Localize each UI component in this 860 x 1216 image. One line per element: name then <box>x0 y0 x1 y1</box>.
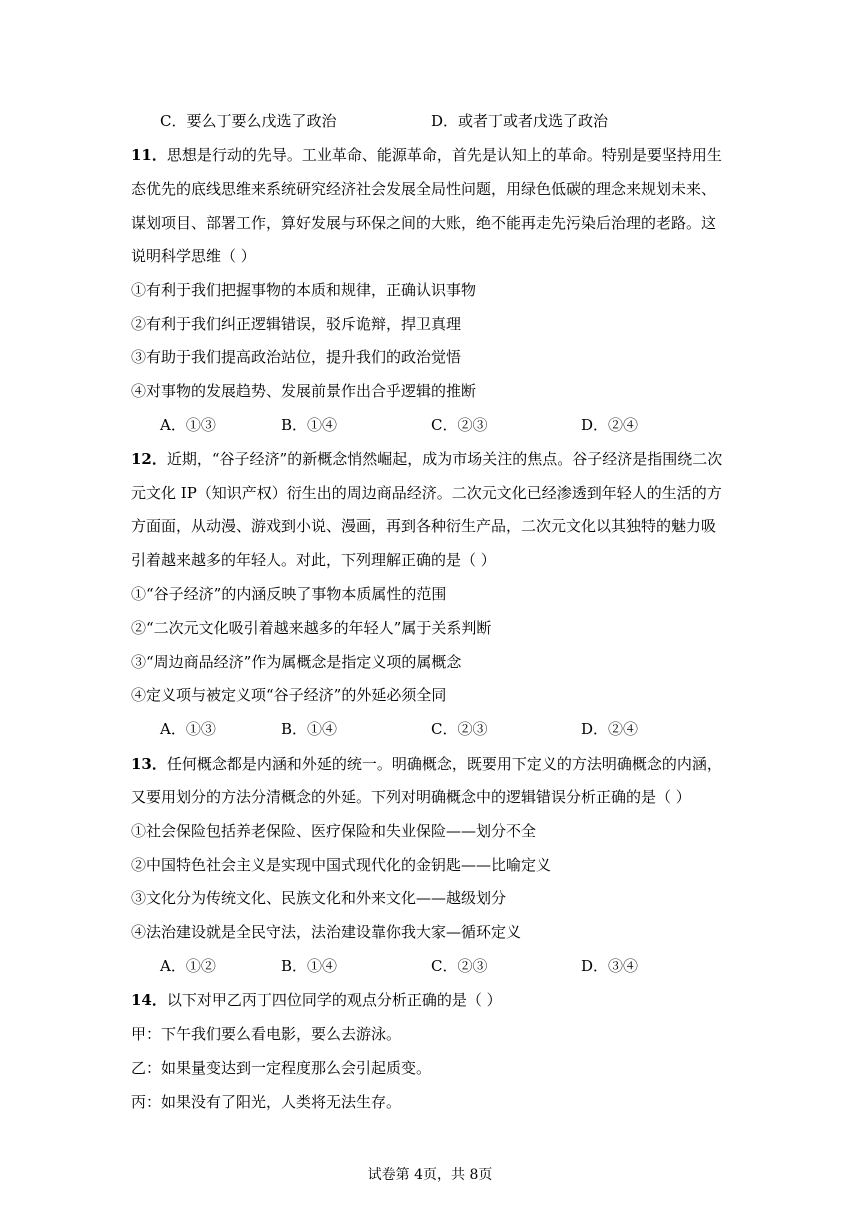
question-12-option-a: A．①③ <box>160 720 216 738</box>
question-13-line-1: 13．任何概念都是内涵和外延的统一。明确概念，既要用下定义的方法明确概念的内涵， <box>131 755 722 773</box>
question-11-statement-4: ④对事物的发展趋势、发展前景作出合乎逻辑的推断 <box>131 382 477 400</box>
question-12-statement-4: ④定义项与被定义项“谷子经济”的外延必须全同 <box>131 686 447 704</box>
question-13-option-a: A．①② <box>160 957 216 975</box>
question-12-line-3: 方面面，从动漫、游戏到小说、漫画，再到各种衍生产品，二次元文化以其独特的魅力吸 <box>131 517 717 535</box>
question-12-statement-3: ③“周边商品经济”作为属概念是指定义项的属概念 <box>131 653 462 671</box>
question-11-number: 11． <box>131 146 167 164</box>
question-12-option-b: B．①④ <box>281 720 338 738</box>
question-13-line-2: 又要用划分的方法分清概念的外延。下列对明确概念中的逻辑错误分析正确的是（ ） <box>131 788 691 806</box>
question-11-line-2: 态优先的底线思维来系统研究经济社会发展全局性问题，用绿色低碳的理念来规划未来、 <box>131 180 717 198</box>
question-11-option-d: D．②④ <box>581 416 639 434</box>
question-12-option-c: C．②③ <box>431 720 488 738</box>
question-14-number: 14． <box>131 991 167 1009</box>
question-14-statement-1: 甲：下午我们要么看电影，要么去游泳。 <box>131 1025 402 1043</box>
question-11-statement-1: ①有利于我们把握事物的本质和规律，正确认识事物 <box>131 281 477 299</box>
question-13-statement-4: ④法治建设就是全民守法，法治建设靠你我大家—循环定义 <box>131 923 522 941</box>
question-11-statement-2: ②有利于我们纠正逻辑错误，驳斥诡辩，捍卫真理 <box>131 315 462 333</box>
question-14-statement-3: 丙：如果没有了阳光，人类将无法生存。 <box>131 1093 402 1111</box>
page-footer: 试卷第 4页，共 8页 <box>367 1167 493 1183</box>
option-d: D．或者丁或者戊选了政治 <box>431 112 609 130</box>
question-14-line-1: 14．以下对甲乙丙丁四位同学的观点分析正确的是（ ） <box>131 991 502 1009</box>
question-13-option-d: D．③④ <box>581 957 639 975</box>
question-11-statement-3: ③有助于我们提高政治站位，提升我们的政治觉悟 <box>131 348 462 366</box>
question-12-line-4: 引着越来越多的年轻人。对此，下列理解正确的是（ ） <box>131 551 496 569</box>
question-13-number: 13． <box>131 755 167 773</box>
question-13-option-b: B．①④ <box>281 957 338 975</box>
question-12-option-d: D．②④ <box>581 720 639 738</box>
question-11-line-1: 11．思想是行动的先导。工业革命、能源革命，首先是认知上的革命。特别是要坚持用生 <box>131 146 722 164</box>
question-13-statement-3: ③文化分为传统文化、民族文化和外来文化——越级划分 <box>131 889 507 907</box>
question-13-option-c: C．②③ <box>431 957 488 975</box>
question-11-option-b: B．①④ <box>281 416 338 434</box>
question-12-line-2: 元文化 IP（知识产权）衍生出的周边商品经济。二次元文化已经渗透到年轻人的生活的方 <box>131 484 722 502</box>
question-11-option-a: A．①③ <box>160 416 216 434</box>
option-c: C．要么丁要么戊选了政治 <box>160 112 337 130</box>
question-11-line-4: 说明科学思维（ ） <box>131 247 256 265</box>
question-12-number: 12． <box>131 450 167 468</box>
question-12-statement-2: ②“二次元文化吸引着越来越多的年轻人”属于关系判断 <box>131 619 492 637</box>
question-14-statement-2: 乙：如果量变达到一定程度那么会引起质变。 <box>131 1059 432 1077</box>
question-13-statement-2: ②中国特色社会主义是实现中国式现代化的金钥匙——比喻定义 <box>131 856 552 874</box>
question-11-line-3: 谋划项目、部署工作，算好发展与环保之间的大账，绝不能再走先污染后治理的老路。这 <box>131 214 717 232</box>
question-12-statement-1: ①“谷子经济”的内涵反映了事物本质属性的范围 <box>131 585 447 603</box>
question-11-option-c: C．②③ <box>431 416 488 434</box>
question-12-line-1: 12．近期，“谷子经济”的新概念悄然崛起，成为市场关注的焦点。谷子经济是指围绕二次 <box>131 450 723 468</box>
question-13-statement-1: ①社会保险包括养老保险、医疗保险和失业保险——划分不全 <box>131 822 537 840</box>
